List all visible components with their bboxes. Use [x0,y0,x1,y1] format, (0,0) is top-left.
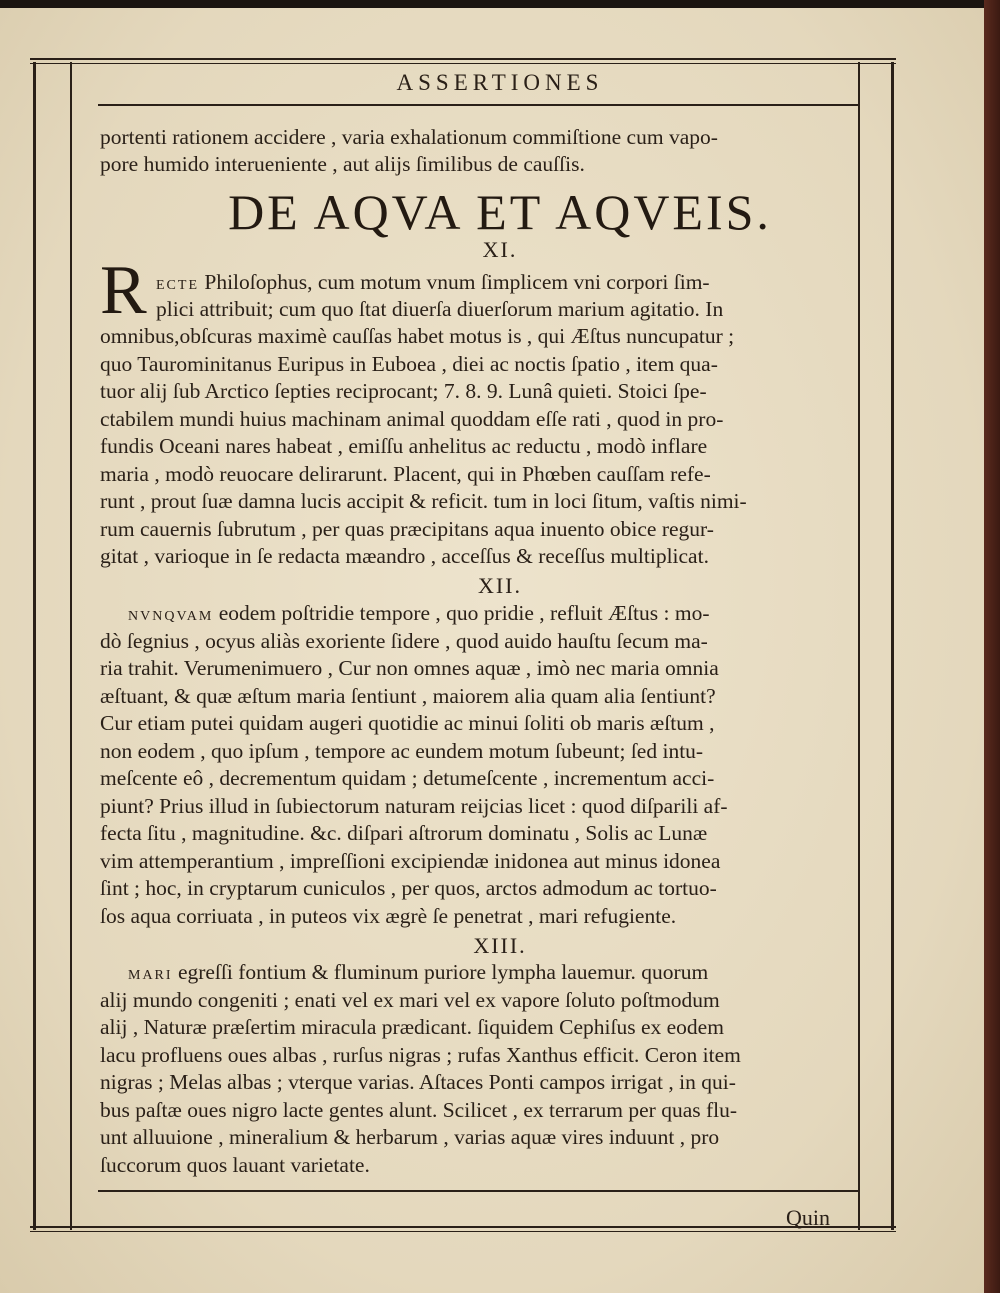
catchword: Quin [786,1205,830,1230]
text-line: unt alluuione , mineralium & herbarum , varias aquæ vires induunt , pro [100,1125,720,1149]
section-number: XII. [477,573,523,598]
text-line: ſuccorum quos lauant varietate. [100,1153,370,1177]
text-line: nigras ; Melas albas ; vterque varias. Aſtaces Ponti campos irrigat , in qui- [100,1070,736,1094]
header-rule [98,104,858,106]
frame-top-rule-inner [30,63,896,64]
text-line: æſtuant, & quæ æſtum maria ſentiunt , maiorem alia quam alia ſentiunt? [100,684,716,708]
text-line: quo Taurominitanus Euripus in Euboea , diei ac noctis ſpatio , item qua- [100,352,718,376]
text-line: bus paſtæ oues nigro lacte gentes alunt. Scilicet , ex terrarum per quas flu- [100,1098,738,1122]
text-line: gitat , varioque in ſe redacta mæandro , acceſſus & receſſus multiplicat. [100,544,709,568]
text-line: non eodem , quo ipſum , tempore ac eundem motum ſubeunt; ſed intu- [100,739,704,763]
section-number: XIII. [473,933,527,958]
text-line: alij , Naturæ præſertim miracula prædicant. ſiquidem Cephiſus ex eodem [100,1015,724,1039]
text-line: fecta ſitu , magnitudine. &c. diſpari aſtrorum dominatu , Solis ac Lunæ [100,821,708,845]
text-line: portenti rationem accidere , varia exhalationum commiſtione cum vapo- [100,125,718,149]
text-line: ECTE Philoſophus, cum motum vnum ſimplicem vni corpori ſim- [156,270,710,294]
text-line: alij mundo congeniti ; enati vel ex mari vel ex vapore ſoluto poſtmodum [100,988,720,1012]
text-line: plici attribuit; cum quo ſtat diuerſa diuerſorum marium agitatio. In [156,297,724,321]
lead-word: MARI [128,968,173,983]
text-line: runt , prout ſuæ damna lucis accipit & reficit. tum in loci ſitum, vaſtis nimi- [100,489,747,513]
text-line: omnibus,obſcuras maximè cauſſas habet motus is , qui Æſtus nuncupatur ; [100,324,735,348]
text-line: vim attemperantium , impreſſioni excipiendæ inidonea aut minus idonea [100,849,721,873]
text-line: ctabilem mundi huius machinam animal quoddam eſſe rati , quod in pro- [100,407,724,431]
section-title: DE AQVA ET AQVEIS. [228,184,772,240]
frame-bottom-rule [98,1190,858,1192]
lead-word: ECTE [156,278,199,293]
text-line: NVNQVAM eodem poſtridie tempore , quo pridie , refluit Æſtus : mo- [128,601,710,625]
text-line: ſint ; hoc, in cryptarum cuniculos , per quos, arctos admodum ac tortuo- [100,876,717,900]
section-number: XI. [482,237,518,262]
text-line: maria , modò reuocare delirarunt. Placent, qui in Phœben cauſſam refe- [100,462,711,486]
text-line: meſcente eô , decrementum quidam ; detumeſcente , incrementum acci- [100,766,715,790]
frame-top-rule [30,58,896,60]
frame-base-rule [30,1226,896,1228]
text-line: MARI egreſſi fontium & fluminum puriore lympha lauemur. quorum [128,960,709,984]
text-line: dò ſegnius , ocyus aliàs exoriente ſidere , quod auido hauſtu ſecum ma- [100,629,708,653]
text-line: ria trahit. Verumenimuero , Cur non omnes aquæ , imò nec maria omnia [100,656,719,680]
text-line: ſos aqua corriuata , in puteos vix ægrè ſe penetrat , mari refugiente. [100,904,677,928]
text-line: lacu profluens oues albas , rurſus nigras ; rufas Xanthus efficit. Ceron item [100,1043,741,1067]
text-line: Cur etiam putei quidam augeri quotidie ac minui ſoliti ob maris æſtum , [100,711,715,735]
running-head: ASSERTIONES [396,70,604,95]
drop-cap: R [100,252,147,329]
text-line: piunt? Prius illud in ſubiectorum naturam reijcias licet : quod diſparili af- [100,794,728,818]
text-line: fundis Oceani nares habeat , emiſſu anhelitus ac reductu , modò inflare [100,434,708,458]
lead-word: NVNQVAM [128,609,214,624]
text-line: pore humido interueniente , aut alijs ſimilibus de cauſſis. [100,152,585,176]
text-line: rum cauernis ſubrutum , per quas præcipitans aqua inuento obice regur- [100,517,714,541]
text-line: tuor alij ſub Arctico ſepties reciprocant; 7. 8. 9. Lunâ quieti. Stoici ſpe- [100,379,707,403]
frame-base-rule-inner [30,1231,896,1232]
